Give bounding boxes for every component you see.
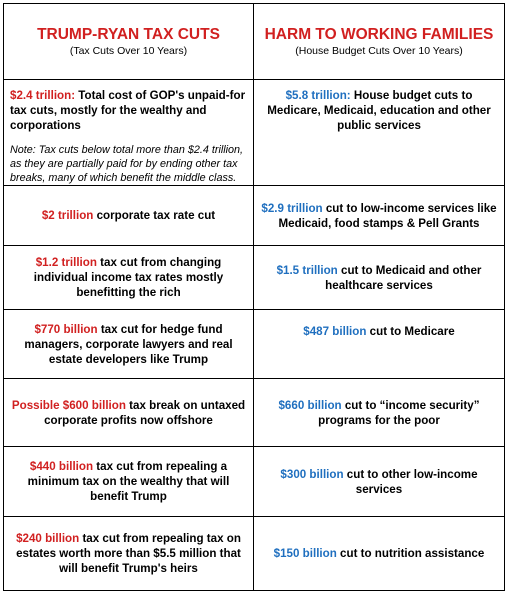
row-right-cell	[254, 379, 505, 447]
row-right-cell	[254, 447, 505, 517]
row-right-cell	[254, 246, 505, 310]
row-left-text: tax break on untaxed corporate profits now offshore	[44, 398, 246, 427]
row-left-cell	[4, 246, 254, 310]
row-left-amount: $1.2 trillion	[35, 256, 97, 269]
table-row	[4, 246, 505, 310]
row-right-cell	[254, 186, 505, 246]
row-left-cell	[4, 186, 254, 246]
row-right-text: cut to Medicaid and other healthcare services	[325, 263, 482, 292]
row-right-text: cut to Medicare	[366, 325, 455, 338]
row-left-text: tax cut from changing individual income tax rates mostly benefitting the rich	[33, 256, 224, 299]
row-left-amount: $770 billion	[34, 322, 98, 336]
row-right-amount: $300 billion	[280, 467, 344, 481]
table-row	[4, 379, 505, 447]
row-left-amount: $240 billion	[16, 532, 80, 545]
row-left-cell	[4, 80, 254, 186]
header-left-cell	[4, 4, 254, 80]
row-right-text: cut to other low-income services	[343, 467, 478, 496]
row-left-note: Note: Tax cuts below total more than $2.4 trillion, as they are partially paid for by ending other tax breaks, many of which benefit the middle class.	[10, 144, 244, 184]
row-left-amount: $2.4 trillion:	[10, 89, 76, 102]
row-right-text: House budget cuts to Medicare, Medicaid, education and other public services	[267, 89, 491, 132]
row-right-amount: $150 billion	[273, 547, 337, 560]
row-left-amount: Possible $600 billion	[11, 398, 126, 412]
row-left-amount: $440 billion	[29, 460, 94, 473]
row-right-amount: $660 billion	[278, 398, 342, 412]
row-right-text: cut to “income security” programs for the poor	[318, 398, 480, 427]
row-left-cell	[4, 517, 254, 591]
row-left-amount: $2 trillion	[41, 209, 94, 222]
row-left-cell	[4, 310, 254, 379]
table-row	[4, 447, 505, 517]
row-right-cell	[254, 80, 505, 186]
header-left-subtitle: (Tax Cuts Over 10 Years)	[69, 45, 188, 57]
row-left-text: corporate tax rate cut	[93, 209, 216, 222]
row-left-text: tax cut from repealing tax on estates worth more than $5.5 million that will benefit Trump's heirs	[16, 532, 241, 575]
row-right-amount: $487 billion	[303, 325, 367, 338]
row-right-cell	[254, 517, 505, 591]
header-right-subtitle: (House Budget Cuts Over 10 Years)	[295, 45, 463, 57]
comparison-table	[3, 3, 505, 591]
row-left-text: tax cut for hedge fund managers, corporate lawyers and real estate developers like Trump	[24, 322, 233, 366]
header-right-cell	[254, 4, 505, 80]
row-right-amount: $1.5 trillion	[276, 263, 338, 277]
table-row	[4, 80, 505, 186]
row-right-text: cut to nutrition assistance	[336, 547, 485, 560]
row-left-text: Total cost of GOP's unpaid-for tax cuts, mostly for the wealthy and corporations	[10, 89, 246, 132]
row-right-text: cut to low-income services like Medicaid, food stamps & Pell Grants	[278, 201, 497, 230]
row-right-amount: $5.8 trillion:	[285, 89, 351, 102]
table-row	[4, 186, 505, 246]
header-right-title: HARM TO WORKING FAMILIES	[264, 26, 494, 43]
row-left-text: tax cut from repealing a minimum tax on the wealthy that will benefit Trump	[27, 460, 230, 503]
header-left-title: TRUMP-RYAN TAX CUTS	[37, 26, 220, 43]
table-row	[4, 310, 505, 379]
row-right-cell	[254, 310, 505, 379]
row-left-cell	[4, 447, 254, 517]
row-right-amount: $2.9 trillion	[261, 201, 323, 215]
header-row	[4, 4, 505, 80]
row-left-cell	[4, 379, 254, 447]
table-row	[4, 517, 505, 591]
